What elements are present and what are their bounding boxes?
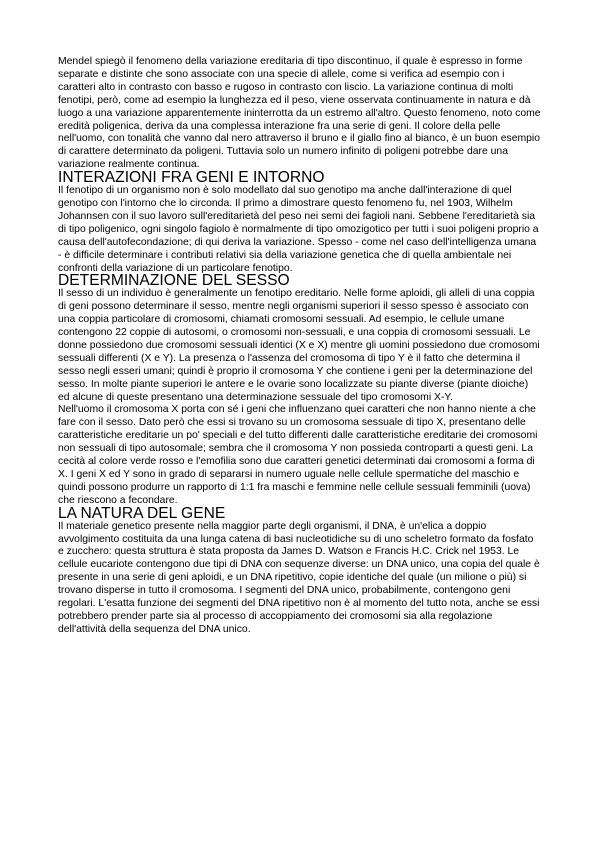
- paragraph-x-chromosome: Nell'uomo il cromosoma X porta con sé i geni che influenzano quei caratteri che non hanno niente a che fare con il sesso. Dato però che essi si trovano su un cromosoma sessuale di tipo X, presentano delle caratteristiche ereditarie un po' speciali e del tutto differenti dalle caratteristiche ereditarie dei cromosomi non sessuali di tipo autosomale; sembra che il cromosoma Y non possieda controparti a questi geni. La cecità al colore verde rosso e l'emofilia sono due caratteri genetici determinati dai cromosomi a forma di X. I geni X ed Y sono in grado di separarsi in numero uguale nelle cellule spermatiche del maschio e quindi possono produrre un rapporto di 1:1 fra maschi e femmine nelle cellule sessuali femminili (uova) che riescono a fecondare.: [58, 404, 538, 506]
- paragraph-sex-determination: Il sesso di un individuo è generalmente un fenotipo ereditario. Nelle forme aploidi, gli alleli di una coppia di geni possono determinare il sesso, mentre negli organismi superiori il sesso spesso è associato con una coppia particolare di cromosomi, chiamati cromosomi sessuali. Ad esempio, le cellule umane contengono 22 coppie di autosomi, o cromosomi non-sessuali, e una coppia di cromosomi sessuali. Le donne possiedono due cromosomi sessuali identici (X e X) mentre gli uomini possiedono due cromosomi sessuali differenti (X e Y). La presenza o l'assenza del cromosoma di tipo Y è il fatto che determina il sesso negli esseri umani; quindi è proprio il cromosoma Y che contiene i geni per la determinazione del sesso. In molte piante superiori le antere e le ovarie sono localizzate su piante diverse (piante dioiche) ed alcune di queste presentano una determinazione sessuale del tipo cromosomi X-Y.: [58, 288, 540, 403]
- paragraph-dna: Il materiale genetico presente nella maggior parte degli organismi, il DNA, è un'elica a doppio avvolgimento costituita da una lunga catena di basi nucleotidiche su di uno scheletro formato da fosfato e zucchero: questa struttura è stata proposta da James D. Watson e Francis H.C. Crick nel 1953. Le cellule eucariote contengono due tipi di DNA con sequenze diverse: un DNA unico, una copia del quale è presente in una serie di geni aploidi, e un DNA ripetitivo, copie identiche del quale (un milione o più) si trovano disperse in tutto il cromosoma. I segmenti del DNA unico, probabilmente, contengono geni regolari. L'esatta funzione dei segmenti del DNA ripetitivo non è al momento del tutto nota, anche se essi potrebbero prender parte sia al processo di accoppiamento dei cromosomi sia alla regolazione dell'attività della sequenza del DNA unico.: [58, 520, 540, 635]
- section-heading-sex-determination: DETERMINAZIONE DEL SESSO: [58, 272, 290, 290]
- section-heading-gene-nature: LA NATURA DEL GENE: [58, 504, 226, 522]
- paragraph-polygenic-inheritance: Mendel spiegò il fenomeno della variazione ereditaria di tipo discontinuo, il quale è espresso in forme separate e distinte che sono associate con una specie di allele, come si verifica ad esempio con i caratteri alto in contrasto con basso e rugoso in contrasto con liscio. La variazione continua di molti fenotipi, però, come ad esempio la lunghezza ed il peso, viene osservata continuamente in natura e dà luogo a una variazione apparentemente ininterrotta da un estremo all'altro. Questo fenomeno, noto come eredità poligenica, deriva da una complessa interazione fra una serie di geni. Il colore della pelle nell'uomo, con tonalità che vanno dal nero attraverso il bruno e il giallo fino al bianco, è un buon esempio di carattere determinato da poligeni. Tuttavia solo un numero infinito di poligeni potrebbe dare una variazione realmente continua.: [58, 56, 541, 171]
- section-heading-gene-environment: INTERAZIONI FRA GENI E INTORNO: [58, 169, 325, 187]
- document-page: [58, 56, 542, 637]
- paragraph-gene-environment: Il fenotipo di un organismo non è solo modellato dal suo genotipo ma anche dall'interazione di quel genotipo con l'intorno che lo circonda. Il primo a dimostrare questo fenomeno fu, nel 1903, Wilhelm Johannsen con il suo lavoro sull'ereditarietà del peso nei semi dei fagioli nani. Sebbene l'ereditarietà sia di tipo poligenico, ogni singolo fagiolo è normalmente di tipo omozigotico per tutti i suoi poligeni proprio a causa dell'autofecondazione; di qui deriva la variazione. Spesso - come nel caso dell'intelligenza umana - è difficile determinare i contributi relativi sia della variazione genetica che di quella ambientale nei confronti della variazione di un particolare fenotipo.: [58, 185, 539, 274]
